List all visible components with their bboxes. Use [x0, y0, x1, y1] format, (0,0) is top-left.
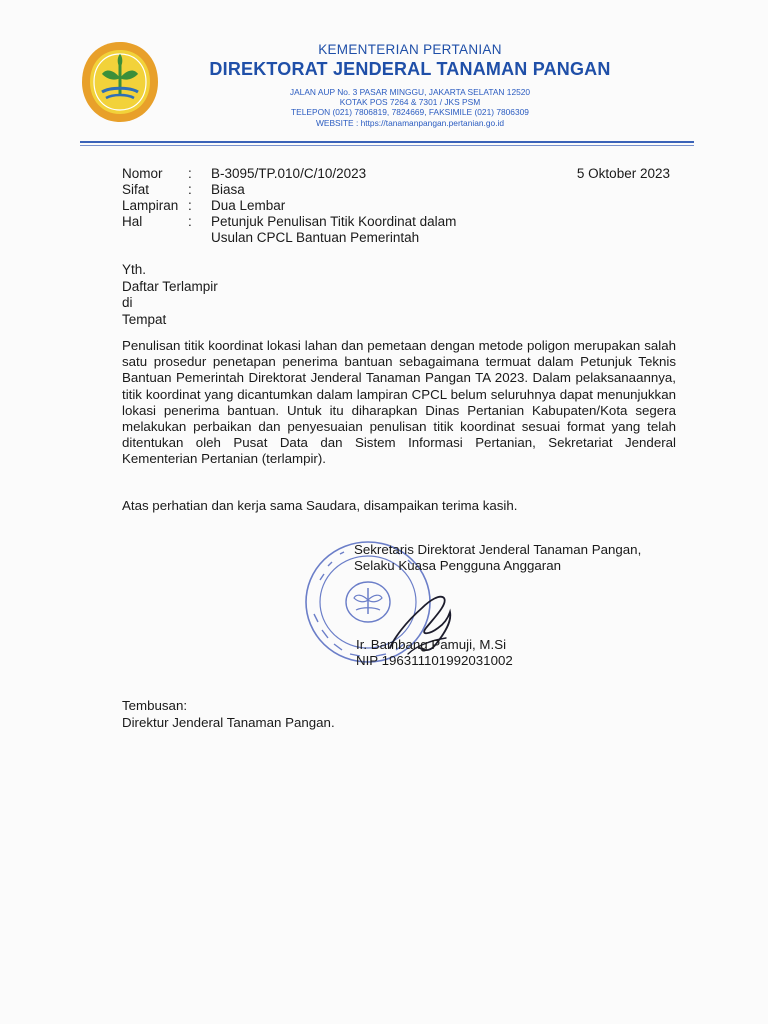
- meta-colon: :: [188, 198, 192, 213]
- letterhead-divider-thin: [80, 145, 694, 146]
- signatory-title-line: Selaku Kuasa Pengguna Anggaran: [354, 558, 562, 573]
- directorate-name: DIREKTORAT JENDERAL TANAMAN PANGAN: [209, 59, 611, 79]
- signatory-title-line: Sekretaris Direktorat Jenderal Tanaman Pangan,: [354, 542, 642, 557]
- meta-sifat: [122, 182, 501, 198]
- address-line: TELEPON (021) 7806819, 7824669, FAKSIMILE (021) 7806309: [291, 107, 529, 118]
- address-line: WEBSITE : https://tanamanpangan.pertanian.go.id: [315, 117, 505, 128]
- meta-value: Petunjuk Penulisan Titik Koordinat dalam: [211, 214, 457, 229]
- signatory-block: [356, 637, 513, 669]
- signatory-title: [354, 542, 641, 574]
- letterhead-divider: [80, 141, 694, 143]
- meta-lampiran: [122, 198, 501, 214]
- addressee-line: Yth.: [122, 262, 147, 277]
- address-line: KOTAK POS 7264 & 7301 / JKS PSM: [339, 97, 481, 108]
- tembusan-recipient: Direktur Jenderal Tanaman Pangan.: [122, 714, 335, 730]
- meta-value: Dua Lembar: [211, 198, 286, 213]
- body-paragraph: Penulisan titik koordinat lokasi lahan dan pemetaan dengan metode poligon merupakan salah satu prosedur penetapan penerima bantuan sebagaimana termuat dalam Petunjuk Teknis Bantuan Pemerintah Direktorat Jenderal Tanaman Pangan TA 2023. Dalam pelaksanaannya, titik koordinat yang dicantumkan dalam lampiran CPCL belum seluruhnya dapat menunjukkan lokasi penerima bantuan. Untuk itu diharapkan Dinas Pertanian Kabupaten/Kota segera melakukan perbaikan dan penyesuaian penulisan titik koordinat sesuai format yang telah ditentukan oleh Pusat Data dan Sistem Informasi Pertanian, Sekretariat Jenderal Kementerian Pertanian (terlampir).: [122, 338, 676, 467]
- meta-value: B-3095/TP.010/C/10/2023: [211, 166, 367, 181]
- meta-label: Sifat: [122, 182, 150, 197]
- letter-date: 5 Oktober 2023: [576, 166, 670, 181]
- meta-nomor: [122, 166, 501, 182]
- meta-value: Usulan CPCL Bantuan Pemerintah: [211, 230, 420, 245]
- ministry-name: KEMENTERIAN PERTANIAN: [318, 42, 502, 57]
- meta-colon: :: [188, 214, 192, 229]
- addressee-line: Tempat: [122, 311, 167, 327]
- meta-label: Hal: [122, 214, 143, 229]
- meta-label: Lampiran: [122, 198, 179, 213]
- tembusan-block: [122, 698, 335, 731]
- signatory-nip: NIP 196311101992031002: [356, 653, 513, 668]
- meta-colon: :: [188, 166, 192, 181]
- letter-meta: [122, 166, 501, 246]
- tembusan-label: Tembusan:: [122, 698, 188, 713]
- addressee-line: Daftar Terlampir: [122, 278, 218, 294]
- body-closing: Atas perhatian dan kerja sama Saudara, disampaikan terima kasih.: [122, 498, 518, 513]
- address-line: JALAN AUP No. 3 PASAR MINGGU, JAKARTA SELATAN 12520: [289, 87, 531, 97]
- meta-value: Biasa: [211, 182, 245, 197]
- letterhead-address: [230, 87, 590, 128]
- addressee-block: [122, 262, 218, 328]
- meta-hal: [122, 214, 501, 230]
- addressee-line: di: [122, 295, 133, 310]
- meta-hal-cont: [122, 230, 501, 246]
- signatory-name: Ir. Bambang Pamuji, M.Si: [356, 637, 507, 652]
- meta-colon: :: [188, 182, 192, 197]
- ministry-logo-icon: [80, 40, 160, 124]
- meta-label: Nomor: [122, 166, 163, 181]
